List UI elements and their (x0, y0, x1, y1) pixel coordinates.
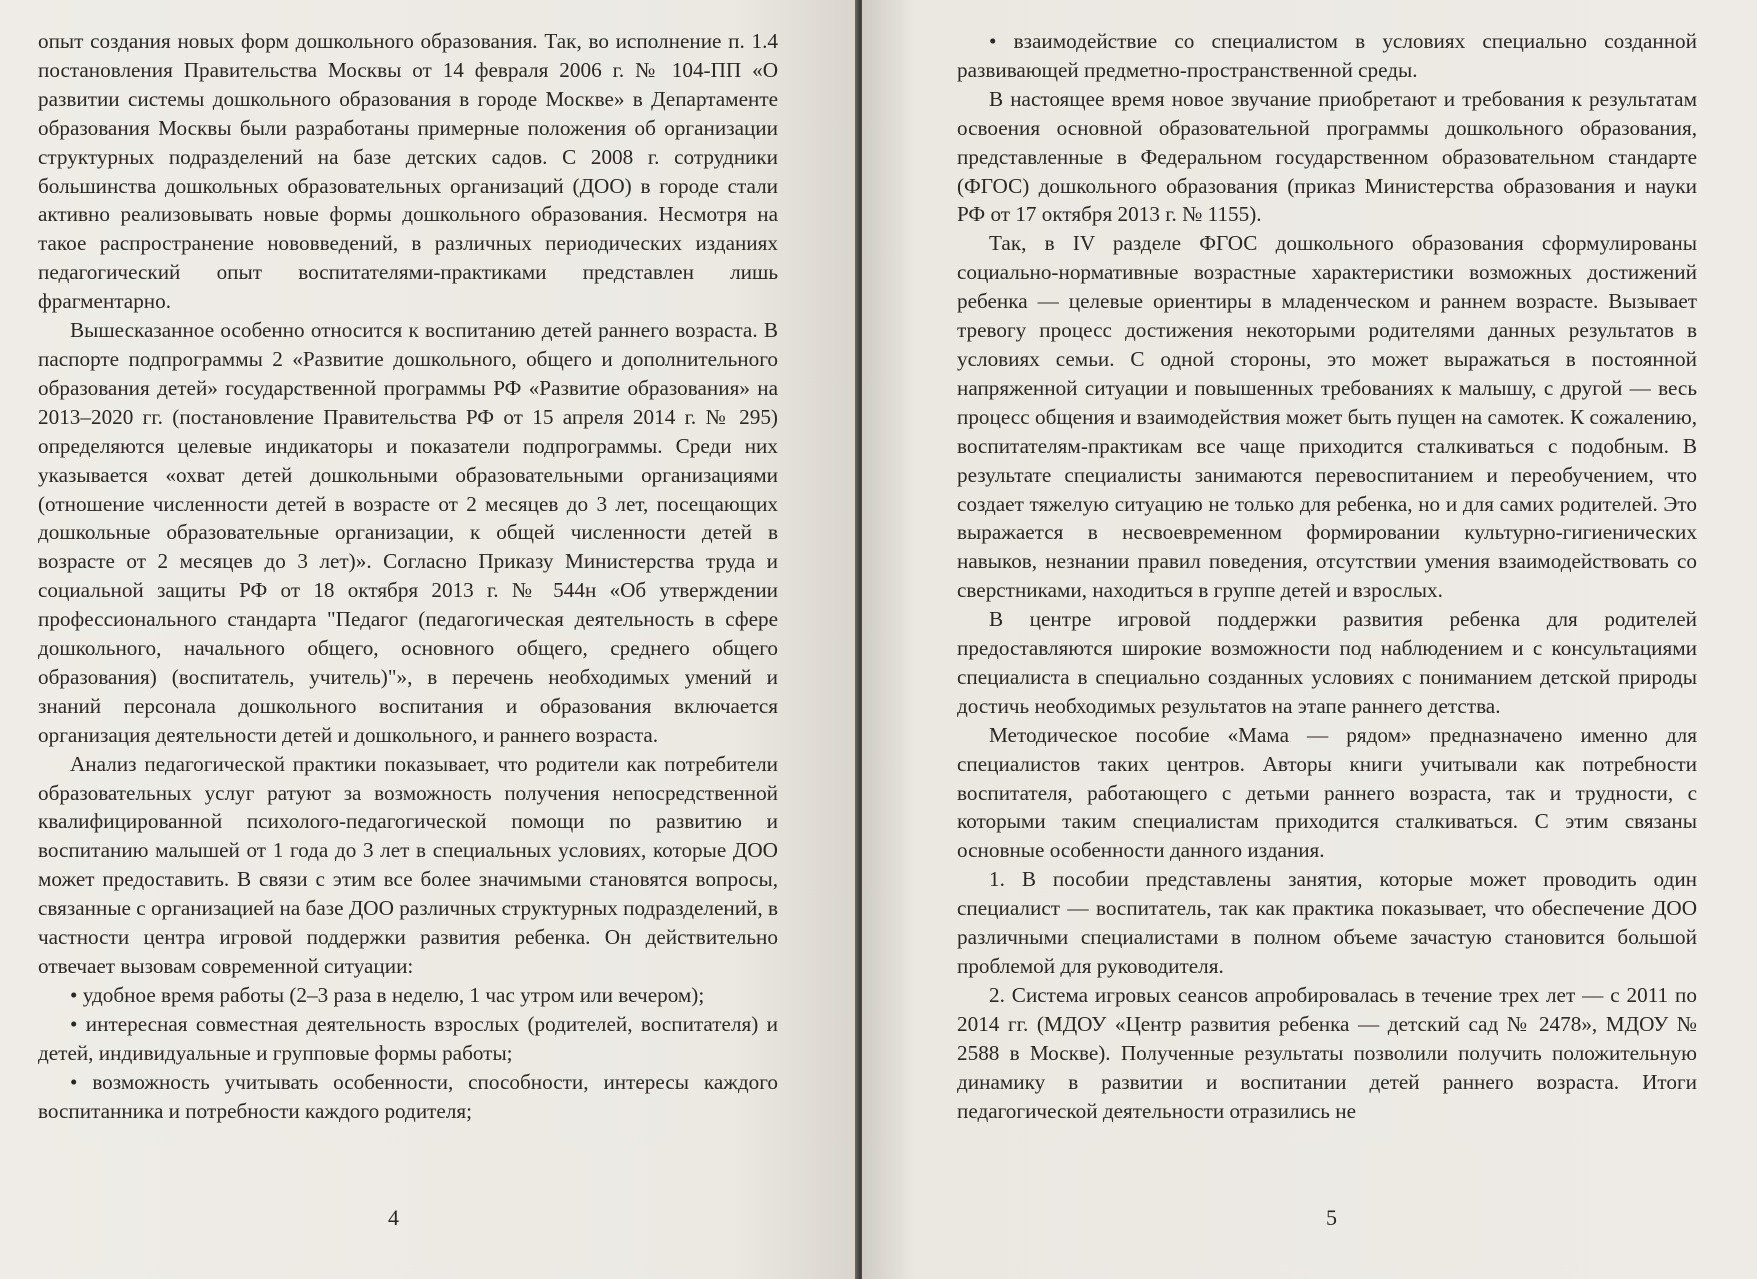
paragraph: В настоящее время новое звучание приобретают и требования к результатам освоения основной образовательной программы дошкольного образования, представленные в Федеральном государственном образовательном стандарте (ФГОС) дошкольного образования (приказ Министерства образования и науки РФ от 17 октября 2013 г. № 1155). (957, 86, 1697, 227)
page-number: 4 (388, 1205, 399, 1230)
paragraph: Анализ педагогической практики показывает, что родители как потребители образовательных услуг ратуют за возможность получения непосредственной квалифицированной психолого-педагогической помощи по развитию и воспитанию малышей от 1 года до 3 лет в специальных условиях, которые ДОО может предоставить. В связи с этим все более значимыми становятся вопросы, связанные с организацией на базе ДОО различных структурных подразделений, в частности центра игровой поддержки развития ребенка. Он действительно отвечает вызовам современной ситуации: (38, 751, 778, 978)
left-page-text (38, 27, 778, 1125)
left-page (0, 0, 860, 1279)
bullet-item: • интересная совместная деятельность взрослых (родителей, воспитателя) и детей, индивидуальные и групповые формы работы; (38, 1010, 778, 1068)
bullet-item: • взаимодействие со специалистом в условиях специально созданной развивающей предметно-пространственной среды. (957, 27, 1697, 85)
paragraph: Методическое пособие «Мама — рядом» предназначено именно для специалистов таких центров. Авторы книги учитывали как потребности воспитателя, работающего с детьми раннего возраста, так и трудности, с которыми таким специалистам приходится сталкиваться. С этим связаны основные особенности данного издания. (957, 722, 1697, 863)
paragraph: Вышесказанное особенно относится к воспитанию детей раннего возраста. В паспорте подпрограммы 2 «Развитие дошкольного, общего и дополнительного образования детей» государственной программы РФ «Развитие образования» на 2013–2020 гг. (постановление Правительства РФ от 15 апреля 2014 г. № 295) определяются целевые индикаторы и показатели подпрограммы. Среди них указывается «охват детей дошкольными образовательными организациями (отношение численности детей в возрасте от 2 месяцев до 3 лет, посещающих дошкольные образовательные организации, к общей численности детей в возрасте от 2 месяцев до 3 лет)». Согласно Приказу Министерства труда и социальной защиты РФ от 18 октября 2013 г. № 544н «Об утверждении профессионального стандарта "Педагог (педагогическая деятельность в сфере дошкольного, начального общего, основного общего, среднего общего образования) (воспитатель, учитель)"», в перечень необходимых умений и знаний персонала дошкольного воспитания и образования включается организация деятельности детей и дошкольного, и раннего возраста. (38, 318, 778, 747)
paragraph: 2. Система игровых сеансов апробировалась в течение трех лет — с 2011 по 2014 гг. (МДОУ «Центр развития ребенка — детский сад № 2478», МДОУ № 2588 в Москве). Полученные результаты позволили получить положительную динамику в развитии и воспитании детей раннего возраста. Итоги педагогической деятельности отразились не (957, 982, 1697, 1123)
page-number: 5 (1326, 1205, 1337, 1230)
paragraph: Так, в IV разделе ФГОС дошкольного образования сформулированы социально-нормативные возрастные характеристики возможных достижений ребенка — целевые ориентиры в младенческом и раннем возрасте. Вызывает тревогу процесс достижения некоторыми родителями данных результатов в условиях семьи. С одной стороны, это может выражаться в постоянной напряженной ситуации и повышенных требованиях к малышу, с другой — весь процесс общения и взаимодействия может быть пущен на самотек. К сожалению, воспитателям-практикам все чаще приходится сталкиваться с подобным. В результате специалисты занимаются перевоспитанием и переобучением, что создает тяжелую ситуацию не только для ребенка, но и для самих родителей. Это выражается в несвоевременном формировании культурно-гигиенических навыков, незнании правил поведения, отсутствии умения взаимодействовать со сверстниками, находиться в группе детей и взрослых. (957, 231, 1697, 603)
bullet-item: • удобное время работы (2–3 раза в неделю, 1 час утром или вечером); (38, 981, 778, 1010)
right-page (862, 0, 1757, 1279)
bullet-item: • возможность учитывать особенности, способности, интересы каждого воспитанника и потребности каждого родителя; (38, 1068, 778, 1126)
paragraph: В центре игровой поддержки развития ребенка для родителей предоставляются широкие возможности под наблюдением и с консультациями специалиста в специально созданных условиях с пониманием детской природы достичь необходимых результатов на этапе раннего детства. (957, 607, 1697, 718)
paragraph: опыт создания новых форм дошкольного образования. Так, во исполнение п. 1.4 постановления Правительства Москвы от 14 февраля 2006 г. № 104-ПП «О развитии системы дошкольного образования в городе Москве» в Департаменте образования Москвы были разработаны примерные положения об организации структурных подразделений на базе детских садов. С 2008 г. сотрудники большинства дошкольных образовательных организаций (ДОО) в городе стали активно реализовывать новые формы дошкольного образования. Несмотря на такое распространение нововведений, в различных периодических изданиях педагогический опыт воспитателями-практиками представлен лишь фрагментарно. (38, 29, 778, 314)
paragraph: 1. В пособии представлены занятия, которые может проводить один специалист — воспитатель, так как практика показывает, что обеспечение ДОО различными специалистами в полном объеме зачастую становится большой проблемой для руководителя. (957, 867, 1697, 978)
right-page-text (957, 27, 1697, 1125)
